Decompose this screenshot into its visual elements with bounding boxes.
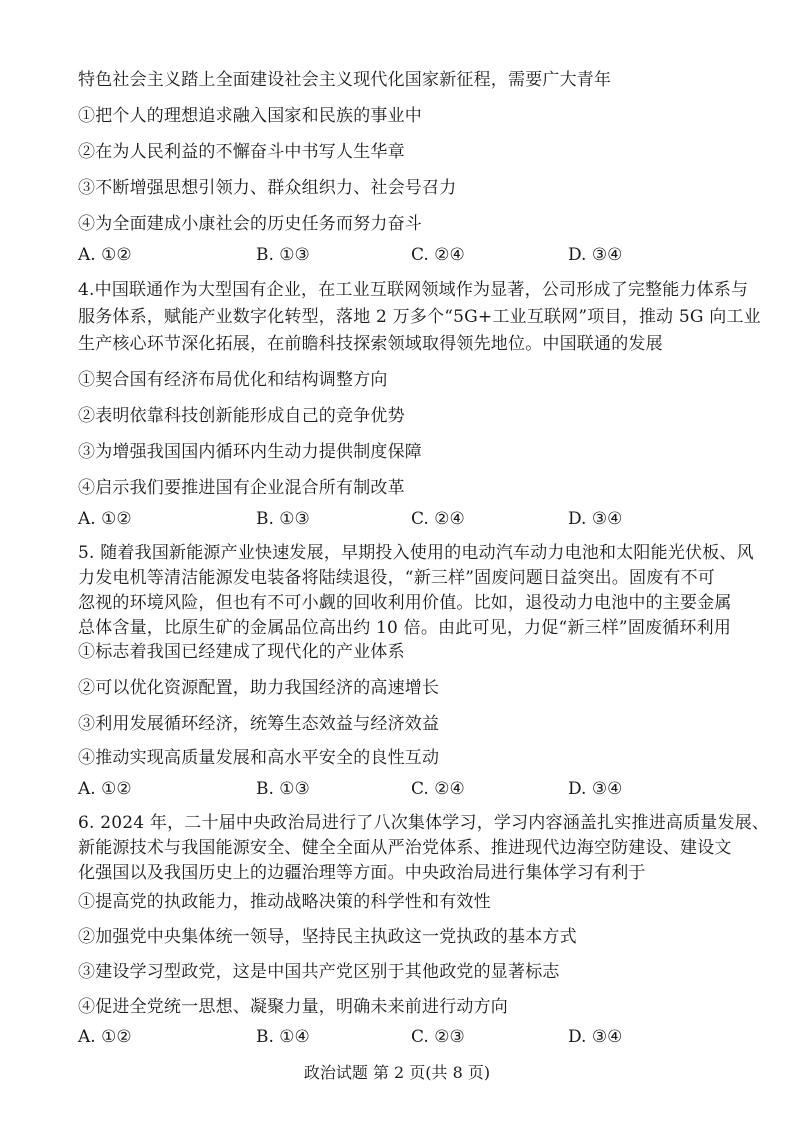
choice-c: C. ②④ [411, 509, 465, 529]
question-3-stem-tail: 特色社会主义踏上全面建设社会主义现代化国家新征程，需要广大青年 [78, 70, 612, 90]
question-6-choices [78, 1025, 740, 1049]
choice-b: B. ①③ [256, 779, 310, 799]
choice-d: D. ③④ [568, 245, 623, 265]
question-4-choices [78, 507, 740, 531]
choice-d: D. ③④ [568, 509, 623, 529]
choice-b: B. ①③ [256, 509, 310, 529]
question-6-item-4: ④促进全党统一思想、凝聚力量，明确未来前进行动方向 [78, 997, 508, 1017]
question-3-item-1: ①把个人的理想追求融入国家和民族的事业中 [78, 106, 422, 126]
choice-c: C. ②④ [411, 779, 465, 799]
choice-d: D. ③④ [568, 779, 623, 799]
question-4-stem: 服务体系，赋能产业数字化转型，落地 2 万多个“5G+工业互联网”项目，推动 5G 向工业 [78, 307, 761, 327]
question-3-item-4: ④为全面建成小康社会的历史任务而努力奋斗 [78, 214, 422, 234]
question-6-stem: 化强国以及我国历史上的边疆治理等方面。中央政治局进行集体学习有利于 [78, 863, 646, 883]
question-4-stem: 生产核心环节深化拓展，在前瞻科技探索领域取得领先地位。中国联通的发展 [78, 334, 663, 354]
page-footer: 政治试题 第 2 页(共 8 页) [303, 1063, 491, 1082]
question-3-item-3: ③不断增强思想引领力、群众组织力、社会号召力 [78, 178, 457, 198]
question-5-item-4: ④推动实现高质量发展和高水平安全的良性互动 [78, 748, 440, 768]
question-4-item-4: ④启示我们要推进国有企业混合所有制改革 [78, 478, 405, 498]
question-5-stem: 5. 随着我国新能源产业快速发展，早期投入使用的电动汽车动力电池和太阳能光伏板、风 [78, 543, 754, 563]
question-6-stem: 6. 2024 年，二十届中央政治局进行了八次集体学习，学习内容涵盖扎实推进高质量发展、 [78, 813, 770, 833]
choice-a: A. ①② [78, 779, 132, 799]
question-5-stem: 忽视的环境风险，但也有不可小觑的回收利用价值。比如，退役动力电池中的主要金属 [78, 593, 732, 613]
question-4-item-3: ③为增强我国国内循环内生动力提供制度保障 [78, 442, 422, 462]
choice-a: A. ①② [78, 245, 132, 265]
question-5-item-3: ③利用发展循环经济，统筹生态效益与经济效益 [78, 714, 440, 734]
question-5-item-1: ①标志着我国已经建成了现代化的产业体系 [78, 642, 405, 662]
choice-c: C. ②④ [411, 245, 465, 265]
choice-b: B. ①③ [256, 245, 310, 265]
question-6-item-1: ①提高党的执政能力，推动战略决策的科学性和有效性 [78, 892, 491, 912]
question-5-item-2: ②可以优化资源配置，助力我国经济的高速增长 [78, 678, 440, 698]
question-4-item-1: ①契合国有经济布局优化和结构调整方向 [78, 370, 388, 390]
choice-d: D. ③④ [568, 1027, 623, 1047]
choice-a: A. ①② [78, 1027, 132, 1047]
question-6-item-3: ③建设学习型政党，这是中国共产党区别于其他政党的显著标志 [78, 962, 560, 982]
question-3-item-2: ②在为人民利益的不懈奋斗中书写人生华章 [78, 142, 405, 162]
question-5-stem: 总体含量，比原生矿的金属品位高出约 10 倍。由此可见，力促“新三样”固废循环利用 [78, 618, 732, 638]
question-4-item-2: ②表明依靠科技创新能形成自己的竞争优势 [78, 406, 405, 426]
question-6-stem: 新能源技术与我国能源安全、健全全面从严治党体系、推进现代边海空防建设、建设文 [78, 838, 732, 858]
question-3-choices [78, 243, 740, 267]
choice-a: A. ①② [78, 509, 132, 529]
question-5-stem: 力发电机等清洁能源发电装备将陆续退役，“新三样”固废问题日益突出。固废有不可 [78, 568, 715, 588]
question-4-stem: 4.中国联通作为大型国有企业，在工业互联网领域作为显著，公司形成了完整能力体系与 [78, 280, 749, 300]
choice-b: B. ①④ [256, 1027, 310, 1047]
question-5-choices [78, 777, 740, 801]
question-6-item-2: ②加强党中央集体统一领导，坚持民主执政这一党执政的基本方式 [78, 927, 577, 947]
choice-c: C. ②③ [411, 1027, 465, 1047]
